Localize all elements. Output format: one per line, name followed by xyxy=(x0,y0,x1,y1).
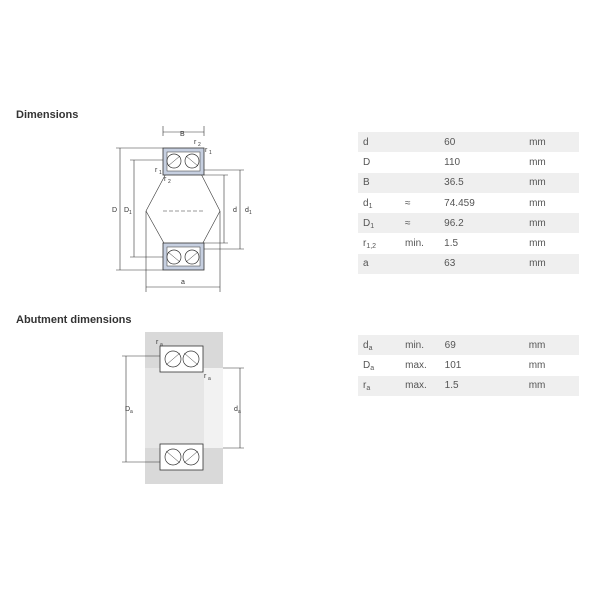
label-Da: D xyxy=(125,406,131,413)
svg-text:1: 1 xyxy=(209,150,212,156)
abutment-dimensions-drawing xyxy=(118,332,258,484)
value-cell: 69 xyxy=(444,339,456,351)
value-cell: 1.5 xyxy=(444,238,459,250)
unit-cell: mm xyxy=(529,136,546,148)
symbol-cell: $D_a$ xyxy=(363,359,375,372)
label-d: d xyxy=(233,207,237,214)
label-r2-left: r xyxy=(164,176,167,183)
unit-cell: mm xyxy=(529,197,546,209)
label-B: B xyxy=(180,131,185,138)
qualifier-cell: ≈ xyxy=(405,197,411,209)
table-row xyxy=(358,233,579,253)
value-cell: 96.2 xyxy=(444,217,464,229)
svg-text:2: 2 xyxy=(198,142,201,148)
symbol-cell: $d_1$ xyxy=(363,197,373,210)
svg-text:a: a xyxy=(238,409,241,415)
abutment-table xyxy=(358,335,579,396)
label-D1-sub: 1 xyxy=(129,210,132,216)
symbol-cell: a xyxy=(363,258,369,270)
table-row xyxy=(358,132,579,152)
symbol-cell: d xyxy=(363,136,369,148)
table-row xyxy=(358,335,579,355)
label-da: d xyxy=(234,406,238,413)
label-D: D xyxy=(112,207,118,214)
label-ra-right: r xyxy=(204,373,207,380)
table-row xyxy=(358,193,579,213)
abutment-heading: Abutment dimensions xyxy=(16,314,132,326)
svg-text:a: a xyxy=(208,376,211,382)
symbol-cell: $D_1$ xyxy=(363,217,375,230)
svg-text:a: a xyxy=(130,409,133,415)
table-row xyxy=(358,173,579,193)
dimensions-heading: Dimensions xyxy=(16,109,79,121)
value-cell: 63 xyxy=(444,258,456,270)
unit-cell: mm xyxy=(529,177,546,189)
symbol-cell: D xyxy=(363,156,371,168)
table-row xyxy=(358,213,579,233)
value-cell: 1.5 xyxy=(444,380,459,392)
svg-text:1: 1 xyxy=(159,170,162,176)
unit-cell: mm xyxy=(528,359,546,371)
unit-cell: mm xyxy=(529,238,546,250)
table-row xyxy=(358,152,579,172)
symbol-cell: $d_a$ xyxy=(363,339,373,352)
table-row xyxy=(358,254,579,274)
label-d1-sub: 1 xyxy=(249,210,252,216)
qualifier-cell: ≈ xyxy=(405,217,411,229)
label-ra-top: r xyxy=(156,339,159,346)
svg-text:2: 2 xyxy=(168,179,171,185)
unit-cell: mm xyxy=(529,156,546,168)
label-r1-left: r xyxy=(155,167,158,174)
symbol-cell: $r_{1,2}$ xyxy=(363,238,377,251)
qualifier-cell: max. xyxy=(405,359,427,371)
qualifier-cell xyxy=(400,152,439,172)
label-r2-top: r xyxy=(194,139,197,146)
unit-cell: mm xyxy=(528,380,546,392)
value-cell: 110 xyxy=(444,156,461,168)
bearing-dimensions-drawing xyxy=(108,126,258,294)
symbol-cell: $r_a$ xyxy=(363,380,371,393)
qualifier-cell xyxy=(400,132,439,152)
dimensions-table xyxy=(358,132,579,274)
table-row xyxy=(358,376,579,396)
label-r1-top: r xyxy=(205,147,208,154)
qualifier-cell xyxy=(400,254,439,274)
value-cell: 36.5 xyxy=(444,177,464,189)
value-cell: 74.459 xyxy=(444,197,475,209)
label-d1: d xyxy=(245,207,249,214)
qualifier-cell: min. xyxy=(405,238,424,250)
label-a: a xyxy=(181,279,185,286)
qualifier-cell: min. xyxy=(405,339,425,351)
value-cell: 101 xyxy=(444,359,462,371)
value-cell: 60 xyxy=(444,136,456,148)
unit-cell: mm xyxy=(529,217,546,229)
unit-cell: mm xyxy=(528,339,546,351)
qualifier-cell: max. xyxy=(405,380,427,392)
label-D1: D xyxy=(124,207,130,214)
qualifier-cell xyxy=(400,173,439,193)
unit-cell: mm xyxy=(529,258,546,270)
symbol-cell: B xyxy=(363,177,370,189)
table-row xyxy=(358,355,579,375)
svg-text:a: a xyxy=(160,342,163,348)
